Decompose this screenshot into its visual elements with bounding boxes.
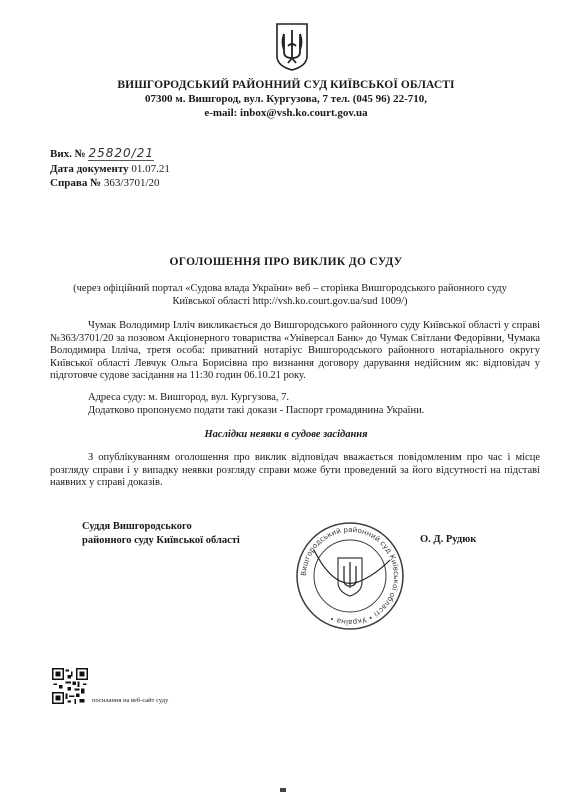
consequences-heading: Наслідки неявки в судове засідання <box>204 429 368 440</box>
seal-trident-icon <box>338 558 362 596</box>
evidence-paragraph: Додатково пропонуємо подати такі докази - Паспорт громадянина України. <box>88 405 425 416</box>
qr-code[interactable] <box>52 668 88 704</box>
summons-paragraph: Чумак Володимир Ілліч викликається до Вишгородського районного суду Київської області у справі №363/3701/20 за позовом Акціонерного товариства «Універсал Банк» до Чумак Світлани Федорівни, Чумака Володимира Ілліча, третя особа: приватний нотаріус Вишгородського районного нотаріального округу Київської області Левчук Ольга Борисівна про визнання договору дарування недійсним як: відповідач у підготовче судове засідання на 11:30 годин 06.10.21 року. <box>50 320 540 381</box>
judge-position-line-1: Суддя Вишгородського <box>82 521 192 532</box>
consequences-text: З опублікуванням оголошення про виклик відповідач вважається повідомленим про час і місце розгляду справи і у випадку неявки розгляду справи може бути проведений за його відсутності на підставі наявних у справі доказів. <box>50 452 540 488</box>
judge-position-line-2: районного суду Київської області <box>82 535 240 546</box>
outgoing-label: Вих. № <box>50 148 86 160</box>
outgoing-value: 25820/21 <box>88 146 154 160</box>
document-title: ОГОЛОШЕННЯ ПРО ВИКЛИК ДО СУДУ <box>169 256 403 268</box>
court-name: ВИШГОРОДСЬКИЙ РАЙОННИЙ СУД КИЇВСЬКОЇ ОБЛАСТІ <box>117 79 455 91</box>
judge-position <box>82 520 240 548</box>
page-mark <box>280 788 286 792</box>
portal-note <box>40 282 540 308</box>
court-address-paragraph: Адреса суду: м. Вишгород, вул. Кургузова, 7. <box>88 392 290 403</box>
outgoing-number <box>50 146 154 160</box>
document-date <box>50 163 170 175</box>
case-number <box>50 177 160 189</box>
case-value: 363/3701/20 <box>103 177 160 189</box>
judge-name: О. Д. Рудюк <box>420 534 477 545</box>
court-address: 07300 м. Вишгород, вул. Кургузова, 7 тел. (045 96) 22-710, <box>144 93 428 105</box>
coat-of-arms-icon <box>275 22 309 72</box>
doc-date-label: Дата документу <box>50 163 129 175</box>
case-label: Справа № <box>50 177 102 189</box>
qr-caption: посилання на веб-сайт суду <box>92 697 169 704</box>
portal-line-2: Київської області http://vsh.ko.court.gov.ua/sud 1009/) <box>172 296 408 307</box>
court-email: e-mail: inbox@vsh.ko.court.gov.ua <box>204 107 368 119</box>
signature-scribble <box>314 550 390 583</box>
court-seal <box>294 520 406 632</box>
portal-line-1: (через офіційний портал «Судова влада України» веб – сторінка Вишгородського районного суду <box>73 283 507 294</box>
seal-text: Вишгородський районний суд Київської області • Україна • <box>298 524 402 628</box>
doc-date-value: 01.07.21 <box>131 163 170 175</box>
